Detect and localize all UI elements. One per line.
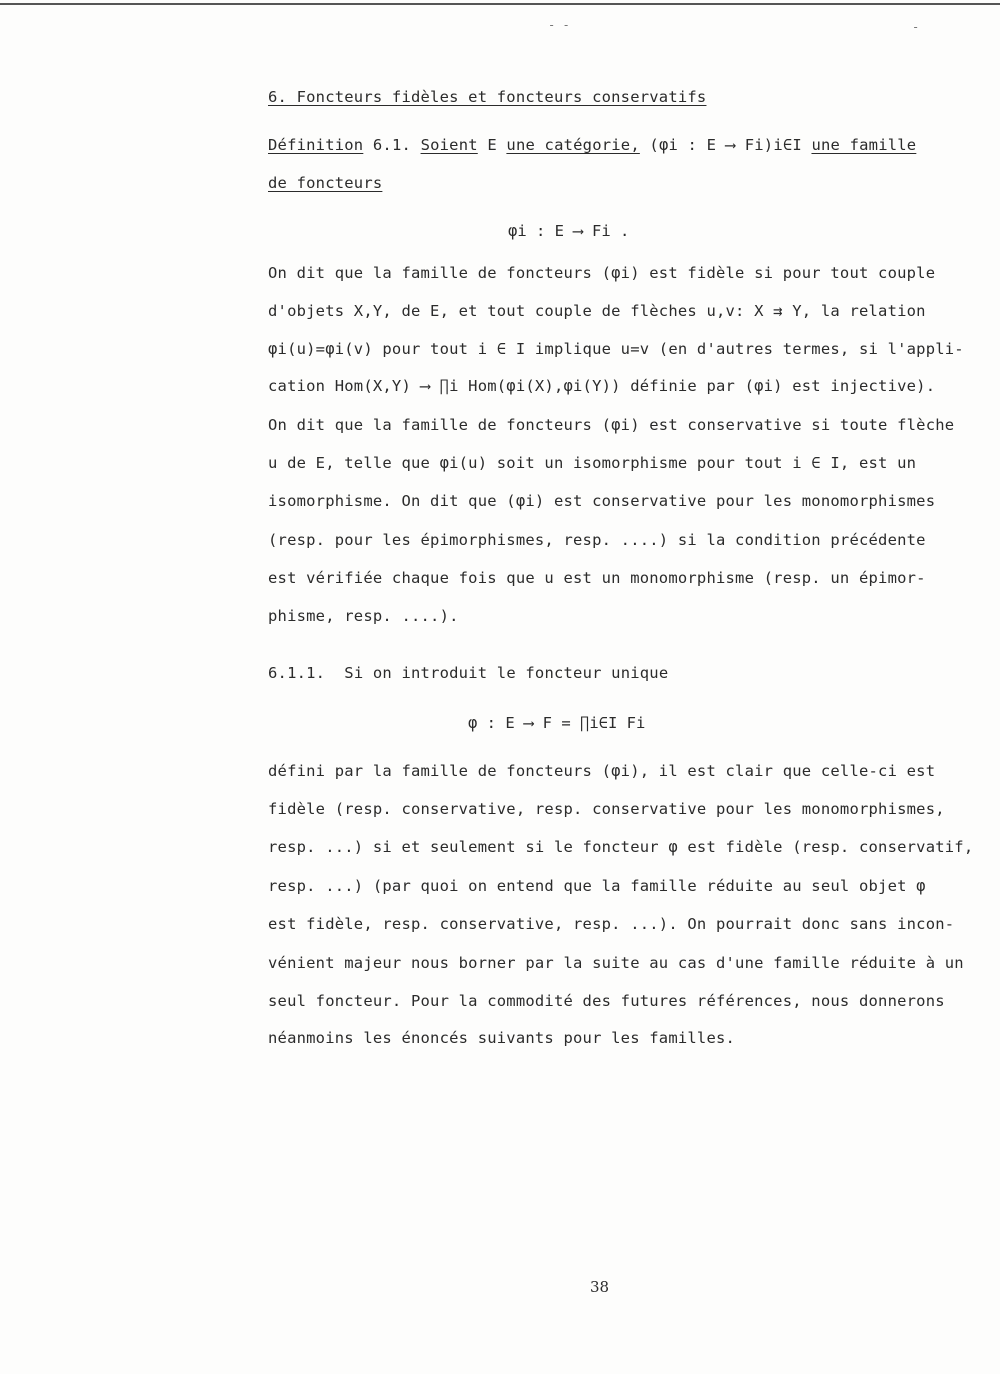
display-formula-2: φ : E ⟶ F = ∏i∈I Fi: [468, 714, 646, 732]
definition-line-2: de foncteurs: [268, 174, 383, 192]
definition-label: Définition: [268, 136, 364, 154]
definition-body-line: u de E, telle que φi(u) soit un isomorphisme pour tout i ∈ I, est un: [268, 454, 917, 472]
definition-body-line: cation Hom(X,Y) ⟶ ∏i Hom(φi(X),φi(Y)) définie par (φi) est injective).: [268, 377, 936, 395]
section-heading: 6. Foncteurs fidèles et foncteurs conservatifs: [268, 88, 707, 106]
definition-body-line: (resp. pour les épimorphismes, resp. ....) si la condition précédente: [268, 531, 926, 549]
section-body-line: vénient majeur nous borner par la suite au cas d'une famille réduite à un: [268, 954, 964, 972]
section-body-line: défini par la famille de foncteurs (φi), il est clair que celle-ci est: [268, 762, 936, 780]
definition-body-line: isomorphisme. On dit que (φi) est conservative pour les monomorphismes: [268, 492, 936, 510]
definition-body-line: On dit que la famille de foncteurs (φi) est conservative si toute flèche: [268, 416, 955, 434]
section-body-line: fidèle (resp. conservative, resp. conservative pour les monomorphismes,: [268, 800, 945, 818]
section-body-line: est fidèle, resp. conservative, resp. ...). On pourrait donc sans incon-: [268, 915, 955, 933]
display-formula-1: φi : E ⟶ Fi .: [508, 222, 630, 240]
section-body-line: néanmoins les énoncés suivants pour les familles.: [268, 1029, 736, 1047]
definition-line-1: Définition 6.1. Soient E une catégorie, (φi : E ⟶ Fi)i∈I une famille: [268, 136, 917, 154]
page-number: 38: [590, 1278, 610, 1296]
definition-body-line: d'objets X,Y, de E, et tout couple de flèches u,v: X ⇉ Y, la relation: [268, 302, 926, 320]
section-body-line: resp. ...) (par quoi on entend que la famille réduite au seul objet φ: [268, 877, 926, 895]
section-body-line: seul foncteur. Pour la commodité des futures références, nous donnerons: [268, 992, 945, 1010]
top-border: [0, 3, 1000, 5]
section-body-line: resp. ...) si et seulement si le foncteur φ est fidèle (resp. conservatif,: [268, 838, 974, 856]
definition-body-line: phisme, resp. ....).: [268, 607, 459, 625]
scan-mark: - -: [548, 18, 570, 32]
definition-body-line: est vérifiée chaque fois que u est un monomorphisme (resp. un épimor-: [268, 569, 926, 587]
definition-body-line: On dit que la famille de foncteurs (φi) est fidèle si pour tout couple: [268, 264, 936, 282]
definition-body-line: φi(u)=φi(v) pour tout i ∈ I implique u=v (en d'autres termes, si l'appli-: [268, 340, 964, 358]
section-6-1-1-intro: 6.1.1. Si on introduit le foncteur unique: [268, 664, 669, 682]
scan-mark: -: [912, 20, 920, 34]
section-label: 6.1.1.: [268, 664, 326, 682]
family-expression: (φi : E ⟶ Fi)i∈I: [649, 136, 802, 154]
